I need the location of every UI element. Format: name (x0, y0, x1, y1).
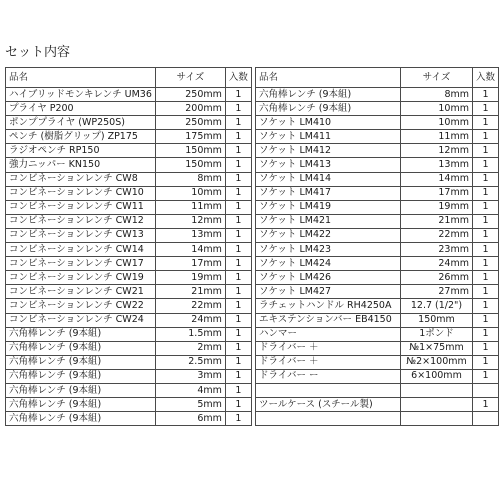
table-row (256, 412, 499, 426)
item-size: 13mm (401, 158, 473, 172)
table-row (6, 412, 252, 426)
item-name: 六角棒レンチ (9本組) (6, 369, 156, 383)
item-name: 六角棒レンチ (9本組) (6, 398, 156, 412)
table-row (256, 228, 499, 242)
table-row (6, 116, 252, 130)
item-size: 21mm (401, 214, 473, 228)
item-size: 1ポンド (401, 327, 473, 341)
table-row (256, 186, 499, 200)
item-size: 150mm (401, 313, 473, 327)
item-qty: 1 (473, 172, 499, 186)
table-row (256, 271, 499, 285)
item-name: ソケット LM411 (256, 130, 401, 144)
item-name: ソケット LM426 (256, 271, 401, 285)
item-name: コンビネーションレンチ CW11 (6, 200, 156, 214)
item-qty: 1 (473, 116, 499, 130)
item-qty: 1 (225, 327, 251, 341)
item-name: 強力ニッパー KN150 (6, 158, 156, 172)
item-size: 12mm (155, 214, 225, 228)
item-size: 10mm (401, 116, 473, 130)
item-qty (473, 383, 499, 397)
item-qty: 1 (473, 341, 499, 355)
table-row (256, 341, 499, 355)
table-row (6, 383, 252, 397)
table-row (256, 285, 499, 299)
item-size: 19mm (155, 271, 225, 285)
table-row (6, 158, 252, 172)
table-row (256, 243, 499, 257)
item-size: 6mm (155, 412, 225, 426)
item-name: コンビネーションレンチ CW22 (6, 299, 156, 313)
item-name: 六角棒レンチ (9本組) (6, 412, 156, 426)
item-size: 27mm (401, 285, 473, 299)
item-qty: 1 (473, 228, 499, 242)
item-name: ツールケース (スチール製) (256, 398, 401, 412)
item-name: 六角棒レンチ (9本組) (256, 88, 401, 102)
item-name: コンビネーションレンチ CW17 (6, 257, 156, 271)
item-name: コンビネーションレンチ CW10 (6, 186, 156, 200)
header-size: サイズ (155, 68, 225, 88)
item-qty: 1 (473, 355, 499, 369)
item-name: ラジオペンチ RP150 (6, 144, 156, 158)
item-name (256, 383, 401, 397)
item-qty: 1 (225, 214, 251, 228)
item-qty: 1 (225, 88, 251, 102)
table-row (256, 369, 499, 383)
table-row (6, 144, 252, 158)
item-size: 21mm (155, 285, 225, 299)
item-size: 175mm (155, 130, 225, 144)
item-name: コンビネーションレンチ CW12 (6, 214, 156, 228)
table-row (256, 144, 499, 158)
item-name: ソケット LM417 (256, 186, 401, 200)
item-name: ハイブリッドモンキレンチ UM36 (6, 88, 156, 102)
item-name: 六角棒レンチ (9本組) (6, 383, 156, 397)
item-qty: 1 (473, 398, 499, 412)
item-name: コンビネーションレンチ CW13 (6, 228, 156, 242)
item-qty (473, 412, 499, 426)
item-name: ソケット LM424 (256, 257, 401, 271)
item-size: 12.7 (1/2") (401, 299, 473, 313)
item-size: 24mm (155, 313, 225, 327)
item-size: 11mm (155, 200, 225, 214)
item-qty: 1 (225, 200, 251, 214)
item-qty: 1 (225, 355, 251, 369)
page-title: セット内容 (5, 45, 71, 60)
item-size: 10mm (401, 102, 473, 116)
table-row (6, 327, 252, 341)
item-name: ソケット LM413 (256, 158, 401, 172)
item-size: 200mm (155, 102, 225, 116)
item-size: 2mm (155, 341, 225, 355)
item-size: 8mm (155, 172, 225, 186)
item-size: №1×75mm (401, 341, 473, 355)
item-name: コンビネーションレンチ CW21 (6, 285, 156, 299)
item-size: 17mm (155, 257, 225, 271)
item-qty: 1 (473, 299, 499, 313)
table-row (6, 341, 252, 355)
table-row (256, 313, 499, 327)
item-name: エキステンションバー EB4150 (256, 313, 401, 327)
table-row (6, 228, 252, 242)
item-size: 22mm (155, 299, 225, 313)
table-row (6, 186, 252, 200)
table-row (256, 172, 499, 186)
item-size: 11mm (401, 130, 473, 144)
item-size: 6×100mm (401, 369, 473, 383)
item-qty: 1 (473, 144, 499, 158)
table-row (256, 383, 499, 397)
table-row (6, 130, 252, 144)
item-qty: 1 (225, 243, 251, 257)
table-row (6, 200, 252, 214)
table-row (6, 257, 252, 271)
item-qty: 1 (473, 243, 499, 257)
header-name: 品名 (256, 68, 401, 88)
item-qty: 1 (225, 186, 251, 200)
item-name: ポンププライヤ (WP250S) (6, 116, 156, 130)
item-name: コンビネーションレンチ CW14 (6, 243, 156, 257)
item-size: 19mm (401, 200, 473, 214)
item-size: 14mm (155, 243, 225, 257)
item-qty: 1 (225, 383, 251, 397)
table-row (6, 214, 252, 228)
item-name (256, 412, 401, 426)
item-size: 22mm (401, 228, 473, 242)
table-row (256, 398, 499, 412)
table-row (256, 130, 499, 144)
item-qty: 1 (225, 144, 251, 158)
table-row (6, 88, 252, 102)
item-name: ソケット LM412 (256, 144, 401, 158)
item-qty: 1 (473, 271, 499, 285)
item-size: 13mm (155, 228, 225, 242)
parts-table-right (255, 67, 499, 426)
item-name: ドライバー ー (256, 369, 401, 383)
item-size: 24mm (401, 257, 473, 271)
table-row (6, 243, 252, 257)
table-row (6, 355, 252, 369)
item-qty: 1 (225, 299, 251, 313)
item-name: 六角棒レンチ (9本組) (6, 355, 156, 369)
item-name: 六角棒レンチ (9本組) (6, 327, 156, 341)
item-qty: 1 (473, 158, 499, 172)
item-name: ソケット LM414 (256, 172, 401, 186)
table-header-row (6, 68, 252, 88)
item-size: 1.5mm (155, 327, 225, 341)
item-size: 5mm (155, 398, 225, 412)
item-qty: 1 (225, 228, 251, 242)
item-name: ドライバー ＋ (256, 355, 401, 369)
item-name: 六角棒レンチ (9本組) (6, 341, 156, 355)
table-row (256, 214, 499, 228)
item-size: 2.5mm (155, 355, 225, 369)
table-row (6, 102, 252, 116)
item-size: 12mm (401, 144, 473, 158)
table-row (6, 398, 252, 412)
item-qty: 1 (225, 412, 251, 426)
item-qty: 1 (473, 313, 499, 327)
table-row (256, 102, 499, 116)
item-qty: 1 (225, 285, 251, 299)
parts-table-left (5, 67, 252, 426)
item-name: コンビネーションレンチ CW19 (6, 271, 156, 285)
item-qty: 1 (225, 369, 251, 383)
item-qty: 1 (473, 200, 499, 214)
item-qty: 1 (473, 369, 499, 383)
item-name: ペンチ (樹脂グリップ) ZP175 (6, 130, 156, 144)
table-row (256, 116, 499, 130)
item-qty: 1 (225, 257, 251, 271)
item-name: コンビネーションレンチ CW8 (6, 172, 156, 186)
item-size: №2×100mm (401, 355, 473, 369)
item-qty: 1 (473, 285, 499, 299)
item-qty: 1 (473, 102, 499, 116)
item-size: 150mm (155, 158, 225, 172)
item-qty: 1 (225, 172, 251, 186)
table-row (256, 257, 499, 271)
item-qty: 1 (473, 130, 499, 144)
item-size: 10mm (155, 186, 225, 200)
item-size: 250mm (155, 88, 225, 102)
item-qty: 1 (225, 313, 251, 327)
header-name: 品名 (6, 68, 156, 88)
item-name: ソケット LM419 (256, 200, 401, 214)
item-qty: 1 (473, 88, 499, 102)
item-qty: 1 (473, 214, 499, 228)
table-row (256, 327, 499, 341)
item-qty: 1 (225, 341, 251, 355)
item-name: ドライバー ＋ (256, 341, 401, 355)
item-qty: 1 (225, 102, 251, 116)
item-qty: 1 (473, 327, 499, 341)
item-name: ソケット LM422 (256, 228, 401, 242)
item-qty: 1 (225, 130, 251, 144)
table-row (256, 158, 499, 172)
item-qty: 1 (473, 186, 499, 200)
item-size: 26mm (401, 271, 473, 285)
table-row (6, 271, 252, 285)
item-size (401, 383, 473, 397)
table-row (256, 355, 499, 369)
table-row (256, 299, 499, 313)
item-name: ソケット LM410 (256, 116, 401, 130)
item-name: ソケット LM421 (256, 214, 401, 228)
item-qty: 1 (225, 271, 251, 285)
table-row (6, 313, 252, 327)
item-size: 250mm (155, 116, 225, 130)
item-name: ソケット LM423 (256, 243, 401, 257)
item-size (401, 398, 473, 412)
table-row (256, 88, 499, 102)
item-name: ハンマー (256, 327, 401, 341)
item-qty: 1 (225, 398, 251, 412)
header-qty: 入数 (225, 68, 251, 88)
table-row (6, 285, 252, 299)
item-name: ラチェットハンドル RH4250A (256, 299, 401, 313)
item-qty: 1 (473, 257, 499, 271)
table-row (6, 299, 252, 313)
item-size: 23mm (401, 243, 473, 257)
item-qty: 1 (225, 116, 251, 130)
item-size: 4mm (155, 383, 225, 397)
item-size (401, 412, 473, 426)
item-size: 3mm (155, 369, 225, 383)
item-size: 17mm (401, 186, 473, 200)
item-qty: 1 (225, 158, 251, 172)
item-size: 150mm (155, 144, 225, 158)
table-row (6, 369, 252, 383)
table-row (256, 200, 499, 214)
item-name: ソケット LM427 (256, 285, 401, 299)
table-row (6, 172, 252, 186)
item-size: 8mm (401, 88, 473, 102)
header-qty: 入数 (473, 68, 499, 88)
table-header-row (256, 68, 499, 88)
item-name: コンビネーションレンチ CW24 (6, 313, 156, 327)
header-size: サイズ (401, 68, 473, 88)
item-name: プライヤ P200 (6, 102, 156, 116)
item-size: 14mm (401, 172, 473, 186)
item-name: 六角棒レンチ (9本組) (256, 102, 401, 116)
